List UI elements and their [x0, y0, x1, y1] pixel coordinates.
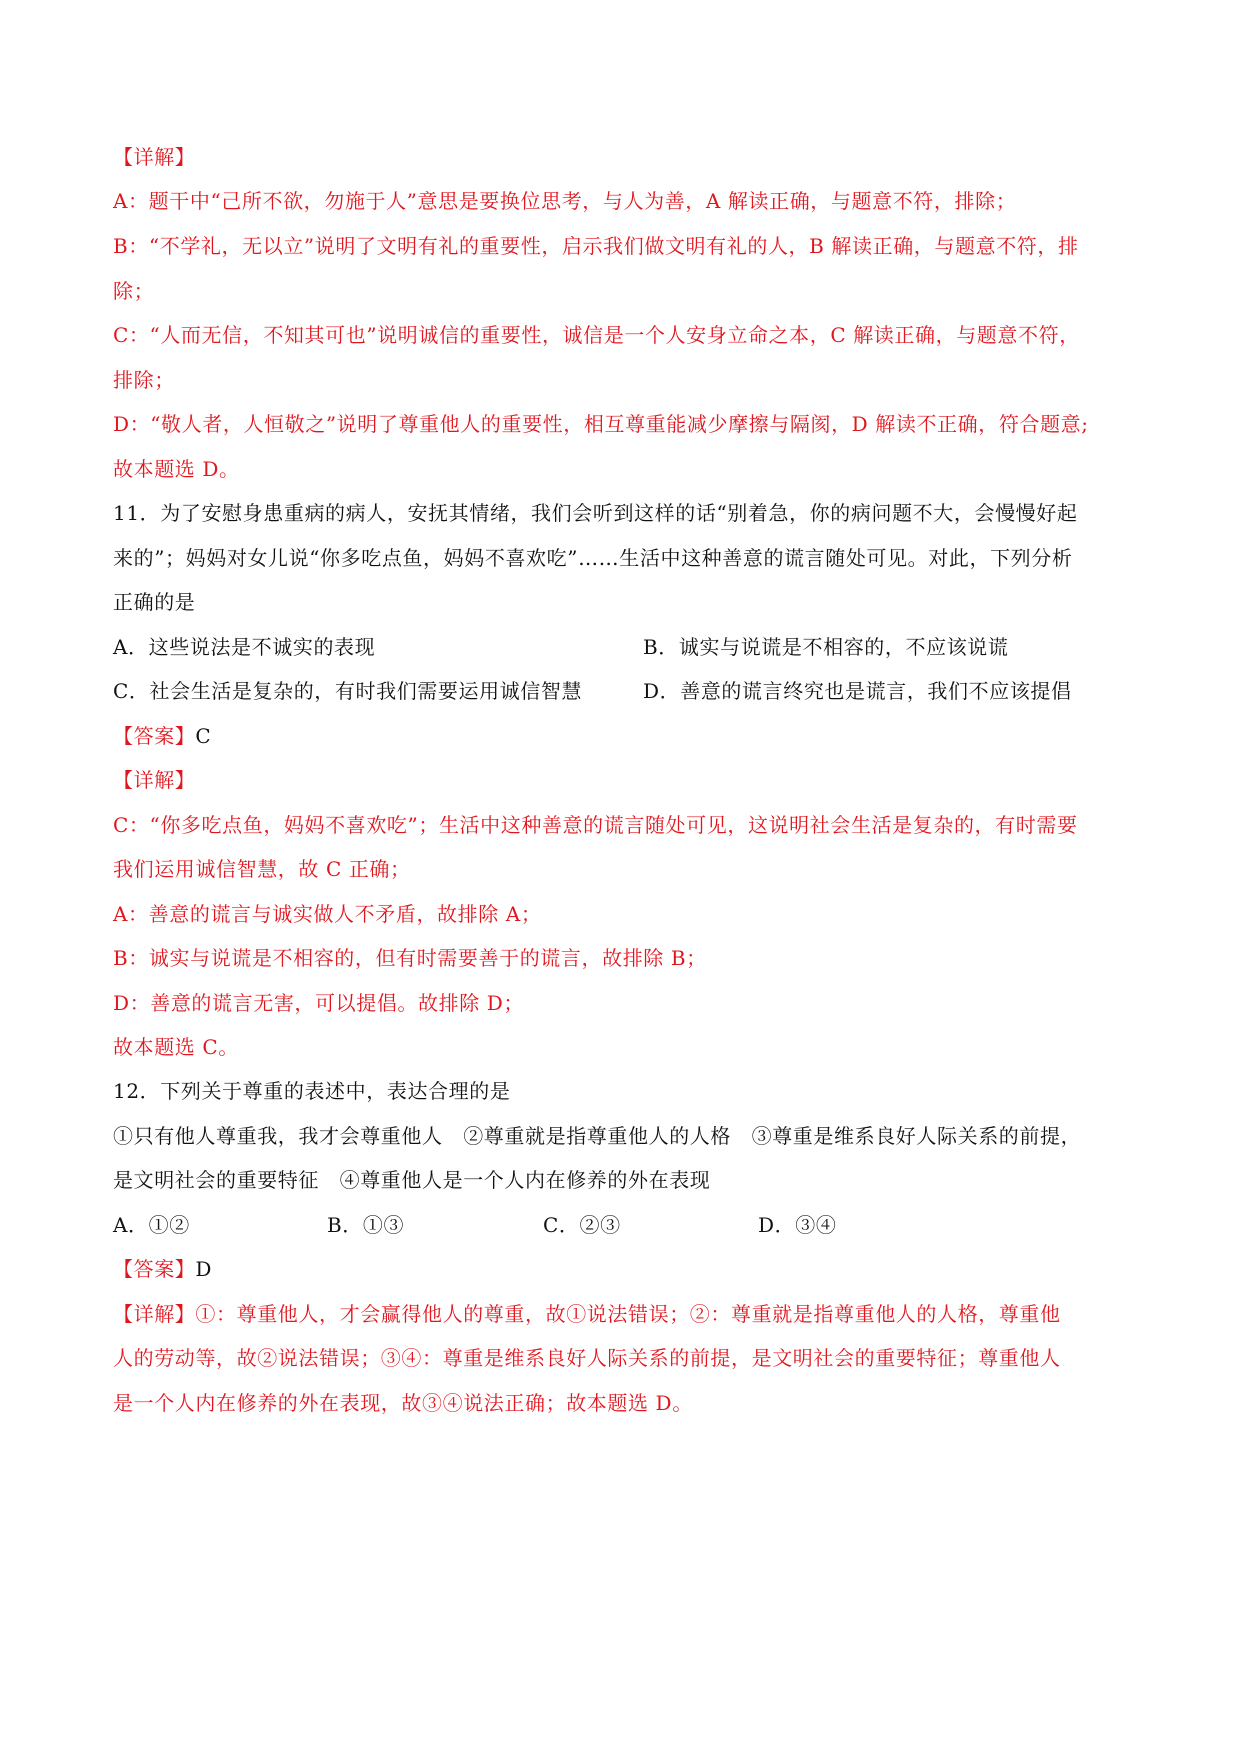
option-c: C．社会生活是复杂的，有时我们需要运用诚信智慧 [113, 679, 583, 703]
option-b: B．诚实与说谎是不相容的，不应该说谎 [643, 635, 1009, 659]
detail-line: 故本题选 C。 [113, 1035, 239, 1059]
detail-line: D：“敬人者，人恒敬之”说明了尊重他人的重要性，相互尊重能减少摩擦与隔阂，D 解读不正确，符合题意; [113, 412, 1089, 436]
question-stem: 12．下列关于尊重的表述中，表达合理的是 [113, 1079, 511, 1103]
answer-value: D [195, 1257, 213, 1281]
detail-line: 是一个人内在修养的外在表现，故③④说法正确；故本题选 D。 [113, 1391, 693, 1415]
detail-header: 【详解】 [113, 768, 196, 792]
question-stem: 11．为了安慰身患重病的病人，安抚其情绪，我们会听到这样的话“别着急，你的病问题不大，会慢慢好起 [113, 501, 1078, 525]
answer-value: C [195, 724, 212, 748]
detail-header: 【详解】 [113, 1302, 196, 1326]
detail-line [113, 1301, 1061, 1327]
detail-line: 排除； [113, 368, 175, 392]
option-b: B．①③ [327, 1213, 405, 1237]
option-a: A．这些说法是不诚实的表现 [113, 635, 376, 659]
detail-line: B：诚实与说谎是不相容的，但有时需要善于的谎言，故排除 B； [113, 946, 707, 970]
question-stem: 正确的是 [113, 590, 196, 614]
detail-line: 我们运用诚信智慧，故 C 正确； [113, 857, 411, 881]
detail-line: C：“你多吃点鱼，妈妈不喜欢吃”；生活中这种善意的谎言随处可见，这说明社会生活是复杂的，有时需要 [113, 813, 1078, 837]
answer-line [113, 1256, 212, 1282]
detail-text: ①：尊重他人，才会赢得他人的尊重，故①说法错误；②：尊重就是指尊重他人的人格，尊重他 [195, 1302, 1061, 1326]
answer-line [113, 723, 211, 749]
detail-line: 故本题选 D。 [113, 457, 240, 481]
option-a: A．①② [113, 1213, 190, 1237]
answer-label: 【答案】 [113, 724, 196, 748]
option-c: C．②③ [543, 1213, 621, 1237]
answer-label: 【答案】 [113, 1257, 196, 1281]
question-stem: ①只有他人尊重我，我才会尊重他人 ②尊重就是指尊重他人的人格 ③尊重是维系良好人际关系的前提， [113, 1124, 1082, 1148]
detail-line: 人的劳动等，故②说法错误；③④：尊重是维系良好人际关系的前提，是文明社会的重要特征；尊重他人 [113, 1346, 1061, 1370]
detail-line: B：“不学礼，无以立”说明了文明有礼的重要性，启示我们做文明有礼的人，B 解读正确，与题意不符，排 [113, 234, 1079, 258]
detail-line: A：善意的谎言与诚实做人不矛盾，故排除 A； [113, 902, 542, 926]
detail-line: A：题干中“己所不欲，勿施于人”意思是要换位思考，与人为善，A 解读正确，与题意不符，排除； [113, 189, 1017, 213]
question-stem: 是文明社会的重要特征 ④尊重他人是一个人内在修养的外在表现 [113, 1168, 711, 1192]
detail-header: 【详解】 [113, 145, 196, 169]
detail-line: C：“人而无信，不知其可也”说明诚信的重要性，诚信是一个人安身立命之本，C 解读正确，与题意不符， [113, 323, 1080, 347]
detail-line: 除； [113, 279, 155, 303]
option-d: D．③④ [758, 1213, 837, 1237]
detail-line: D：善意的谎言无害，可以提倡。故排除 D； [113, 991, 525, 1015]
option-d: D．善意的谎言终究也是谎言，我们不应该提倡 [643, 679, 1072, 703]
question-stem: 来的”；妈妈对女儿说“你多吃点鱼，妈妈不喜欢吃”……生活中这种善意的谎言随处可见。对此，下列分析 [113, 546, 1073, 570]
